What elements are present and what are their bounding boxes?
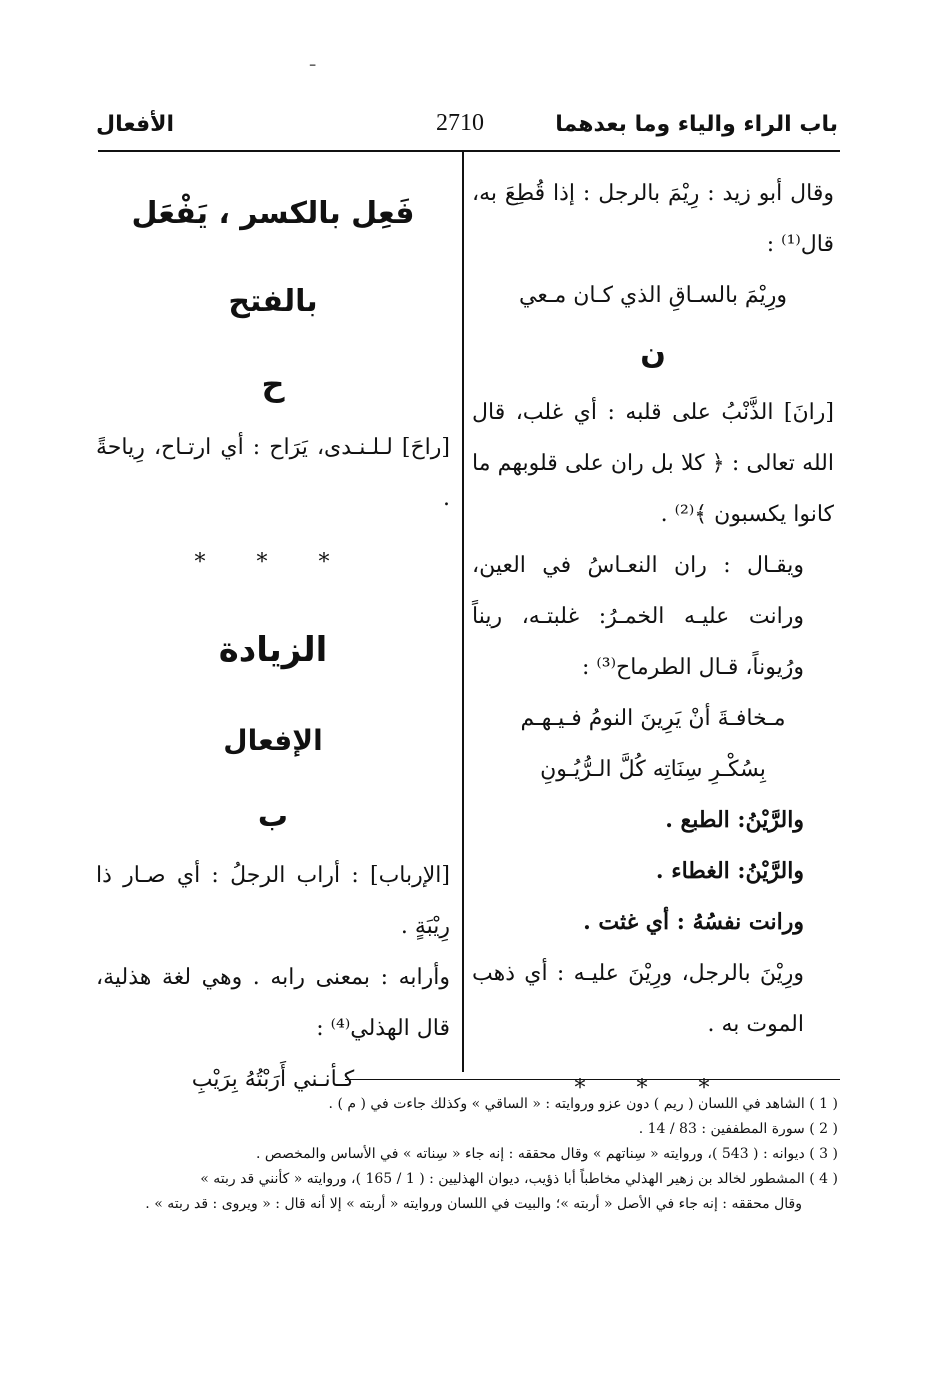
letter-heading-nun: ن [640, 336, 666, 371]
left-column [96, 170, 450, 1105]
entry-rim-text: وقال أبو زيد : رِيْمَ بالرجل : إذا قُطِعَ به، قال⁽¹⁾ : [472, 181, 834, 257]
section-title: باب الراء والياء وما بعدهما [555, 112, 838, 137]
header-rule [98, 150, 840, 152]
footnote-1: ( 1 ) الشاهد في اللسان ( ريم ) دون عزو وروايته : « الساقي » وكذلك جاءت في ( م ) . [328, 1096, 838, 1112]
column-divider [462, 150, 464, 1072]
verse-rim: ورِيْمَ بالسـاقِ الذي كـان مـعي [519, 283, 787, 308]
entry-raha: [راحَ] لـلـنـدى، يَرَاح : أي ارتـاح، رِياحةً . [96, 435, 450, 511]
footnote-4: ( 4 ) المشطور لخالد بن زهير الهذلي مخاطباً أبا ذؤيب، ديوان الهذليين : ( 1 / 165 )، وروايته « كأنني قد ربته » [200, 1171, 838, 1187]
pattern-heading: فَعِل بالكسر ، يَفْعَل بالفتح [131, 196, 415, 319]
definition-tab: والرَّيْنُ: الطبع . [665, 807, 804, 833]
entry-irbab: [الإرباب] : أراب الرجلُ : أي صـار ذا رِيْبَةٍ . [96, 863, 450, 939]
definition-rina-death: ورِيْنَ بالرجل، ورِيْنَ عليـه : أي ذهب الموت به . [472, 961, 804, 1037]
footnote-4-continued: وقال محققه : إنه جاء في الأصل « أربته »؛ والبيت في اللسان وروايته « أربته » إلا أنه قال : « ويروى : قد ربته » . [145, 1196, 802, 1212]
verse-tirimmah-line2: بِسُكْـرِ سِنَاتِه كُلَّ الـرُّيُـونِ [540, 757, 766, 782]
footnotes [104, 1092, 838, 1217]
entry-ran-sleep: ويقـال : ران النعـاسُ في العين، ورانت عليـه الخمـرُ: غلبتـه، ريناً ورُيوناً، قـال الطرماح⁽³⁾ : [472, 553, 804, 680]
entry-ran: [رانَ] الذَّنْبُ على قلبه : أي غلب، قال الله تعالى : ﴿ كلا بل ران على قلوبهم ما كانوا يكسبون ﴾⁽²⁾ . [472, 400, 834, 527]
section-heading-ziyada: الزيادة [218, 630, 328, 670]
entry-arabahu: وأرابه : بمعنى رابه . وهي لغة هذلية، قال الهذلي⁽⁴⁾ : [96, 965, 450, 1041]
definition-ghathat: ورانت نفسُهُ : أي غثت . [583, 909, 804, 935]
ink-mark: ـ [310, 50, 316, 71]
chapter-title: الأفعال [96, 112, 175, 137]
section-heading-ifal: الإفعال [223, 724, 323, 757]
page-number: 2710 [436, 110, 484, 136]
letter-heading-ha: ح [261, 365, 285, 403]
footnote-3: ( 3 ) ديوانه : ( 543 )، وروايته « سِناتهم » وقال محققه : إنه جاء « سِناته » في الأساس والمخصص . [255, 1146, 838, 1162]
right-column [472, 168, 834, 1128]
verse-hudhali: كـأنـني أَرَبْتُهُ بِرَيْبِ [191, 1067, 355, 1092]
section-separator: * * * [574, 1076, 732, 1101]
footnote-2: ( 2 ) سورة المطففين : 83 / 14 . [638, 1121, 838, 1137]
footnote-rule [345, 1079, 840, 1080]
letter-heading-ba: ب [257, 799, 289, 834]
page-header [96, 112, 838, 146]
verse-tirimmah-line1: مـخافـةَ أنْ يَرِينَ النومُ فـيـهـم [520, 706, 786, 731]
section-separator: * * * [194, 550, 352, 575]
definition-ghita: والرَّيْنُ: الغطاء . [655, 858, 804, 884]
